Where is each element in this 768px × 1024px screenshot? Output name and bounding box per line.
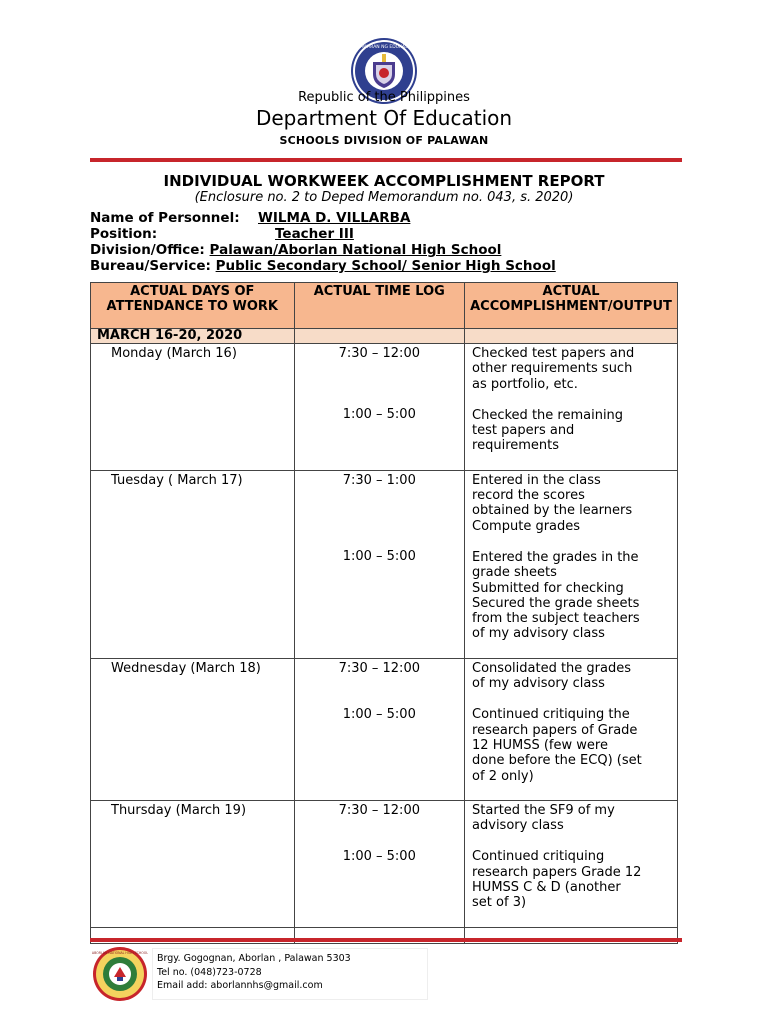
time-entry: 1:00 – 5:00 <box>342 407 416 422</box>
spacer <box>295 676 465 691</box>
enclosure-note: (Enclosure no. 2 to Deped Memorandum no. 043, s. 2020) <box>194 190 574 205</box>
bureau-label: Bureau/Service: <box>90 258 211 274</box>
accomplishment-line: Continued critiquing the <box>472 707 630 723</box>
accomplishment-line: obtained by the learners <box>472 503 633 519</box>
accomplishment-line: research papers of Grade <box>472 722 638 738</box>
table-row <box>91 658 678 800</box>
office-label: Division/Office: <box>90 242 205 258</box>
time-log-cell <box>294 470 465 658</box>
spacer <box>295 503 465 518</box>
accomplishment-cell <box>465 470 678 658</box>
report-title: INDIVIDUAL WORKWEEK ACCOMPLISHMENT REPORT <box>163 172 605 190</box>
time-entry: 7:30 – 1:00 <box>342 472 416 488</box>
day-cell: Wednesday (March 18) <box>91 658 295 800</box>
position-value: Teacher III <box>275 226 354 242</box>
svg-text:ABORLAN NATIONAL HIGH SCHOOL: ABORLAN NATIONAL HIGH SCHOOL <box>92 951 148 955</box>
accomplishment-line: grade sheets <box>472 565 557 581</box>
republic-line: Republic of the Philippines <box>298 90 470 105</box>
week-label: MARCH 16-20, 2020 <box>91 329 295 344</box>
accomplishment-line: set of 3) <box>472 895 527 911</box>
day-cell: Thursday (March 19) <box>91 800 295 927</box>
time-log-cell <box>294 658 465 800</box>
spacer <box>295 518 465 533</box>
table-header-row <box>91 283 678 329</box>
accomplishment-line: Secured the grade sheets <box>472 595 640 611</box>
table-row <box>91 470 678 658</box>
accomplishment-table <box>90 282 678 944</box>
accomplishment-line: 12 HUMSS (few were <box>472 737 608 753</box>
table-row <box>91 344 678 471</box>
time-log-cell <box>294 344 465 471</box>
time-entry: 7:30 – 12:00 <box>338 660 420 676</box>
accomplishment-line: Checked the remaining <box>472 407 624 423</box>
accomplishment-line: Consolidated the grades <box>472 660 632 676</box>
footer-email: Email add: aborlannhs@gmail.com <box>157 980 323 991</box>
accomplishment-line: of my advisory class <box>472 676 605 692</box>
footer-divider <box>90 938 682 942</box>
accomplishment-line: Checked test papers and <box>472 346 635 361</box>
week-empty-cell <box>294 329 465 344</box>
accomplishment-line: Entered the grades in the <box>472 549 639 565</box>
accomplishment-line: requirements <box>472 438 560 454</box>
time-entry: 7:30 – 12:00 <box>338 802 420 818</box>
time-entry: 1:00 – 5:00 <box>342 548 416 564</box>
personnel-name-value: WILMA D. VILLARBA <box>258 210 411 226</box>
week-row <box>91 329 678 344</box>
time-entry: 7:30 – 12:00 <box>338 346 420 361</box>
accomplishment-line: from the subject teachers <box>472 611 640 627</box>
time-entry: 1:00 – 5:00 <box>342 848 416 864</box>
day-cell: Monday (March 16) <box>91 344 295 471</box>
accomplishment-cell <box>465 800 678 927</box>
accomplishment-line: advisory class <box>472 818 564 834</box>
accomplishment-line: record the scores <box>472 488 585 504</box>
bureau-row <box>90 258 556 274</box>
position-label: Position: <box>90 226 158 242</box>
spacer <box>295 818 465 833</box>
accomplishment-line: of my advisory class <box>472 626 605 642</box>
office-row <box>90 242 501 258</box>
bureau-value: Public Secondary School/ Senior High School <box>215 258 556 274</box>
department-name: Department Of Education <box>255 106 513 130</box>
time-entry: 1:00 – 5:00 <box>342 706 416 722</box>
spacer <box>295 488 465 503</box>
accomplishment-line: done before the ECQ) (set <box>472 753 642 769</box>
footer-contact <box>157 952 351 993</box>
accomplishment-line: Entered in the class <box>472 472 601 488</box>
accomplishment-cell <box>465 344 678 471</box>
svg-text:KAGAWARAN NG EDUKASYON: KAGAWARAN NG EDUKASYON <box>350 45 418 50</box>
accomplishment-line: HUMSS C & D (another <box>472 880 621 896</box>
week-empty-cell <box>465 329 678 344</box>
spacer <box>295 376 465 391</box>
accomplishment-line: research papers Grade 12 <box>472 864 642 880</box>
division-name: SCHOOLS DIVISION OF PALAWAN <box>279 134 489 147</box>
accomplishment-line: of 2 only) <box>472 768 534 784</box>
accomplishment-cell <box>465 658 678 800</box>
accomplishment-line: Started the SF9 of my <box>472 802 615 818</box>
footer-tel: Tel no. (048)723-0728 <box>157 966 262 978</box>
table-row <box>91 800 678 927</box>
accomplishment-line: as portfolio, etc. <box>472 376 578 392</box>
accomplishment-line: test papers and <box>472 423 575 439</box>
day-cell: Tuesday ( March 17) <box>91 470 295 658</box>
position-row <box>90 226 354 242</box>
footer-address: Brgy. Gogognan, Aborlan , Palawan 5303 <box>157 953 351 964</box>
time-log-cell <box>294 800 465 927</box>
accomplishment-line: Compute grades <box>472 518 581 534</box>
accomplishment-line: Continued critiquing <box>472 849 605 865</box>
personnel-name-label: Name of Personnel: <box>90 210 240 226</box>
accomplishment-line: Submitted for checking <box>472 580 624 596</box>
spacer <box>295 361 465 376</box>
header-divider <box>90 158 682 162</box>
accomplishment-line: other requirements such <box>472 361 633 377</box>
school-seal-icon <box>92 946 148 1002</box>
header-accomplishment: ACTUAL ACCOMPLISHMENT/OUTPUT <box>465 283 678 329</box>
office-value: Palawan/Aborlan National High School <box>209 242 502 258</box>
header-time-log: ACTUAL TIME LOG <box>294 283 465 329</box>
personnel-name-row <box>90 210 410 226</box>
header-days: ACTUAL DAYS OF ATTENDANCE TO WORK <box>91 283 295 329</box>
